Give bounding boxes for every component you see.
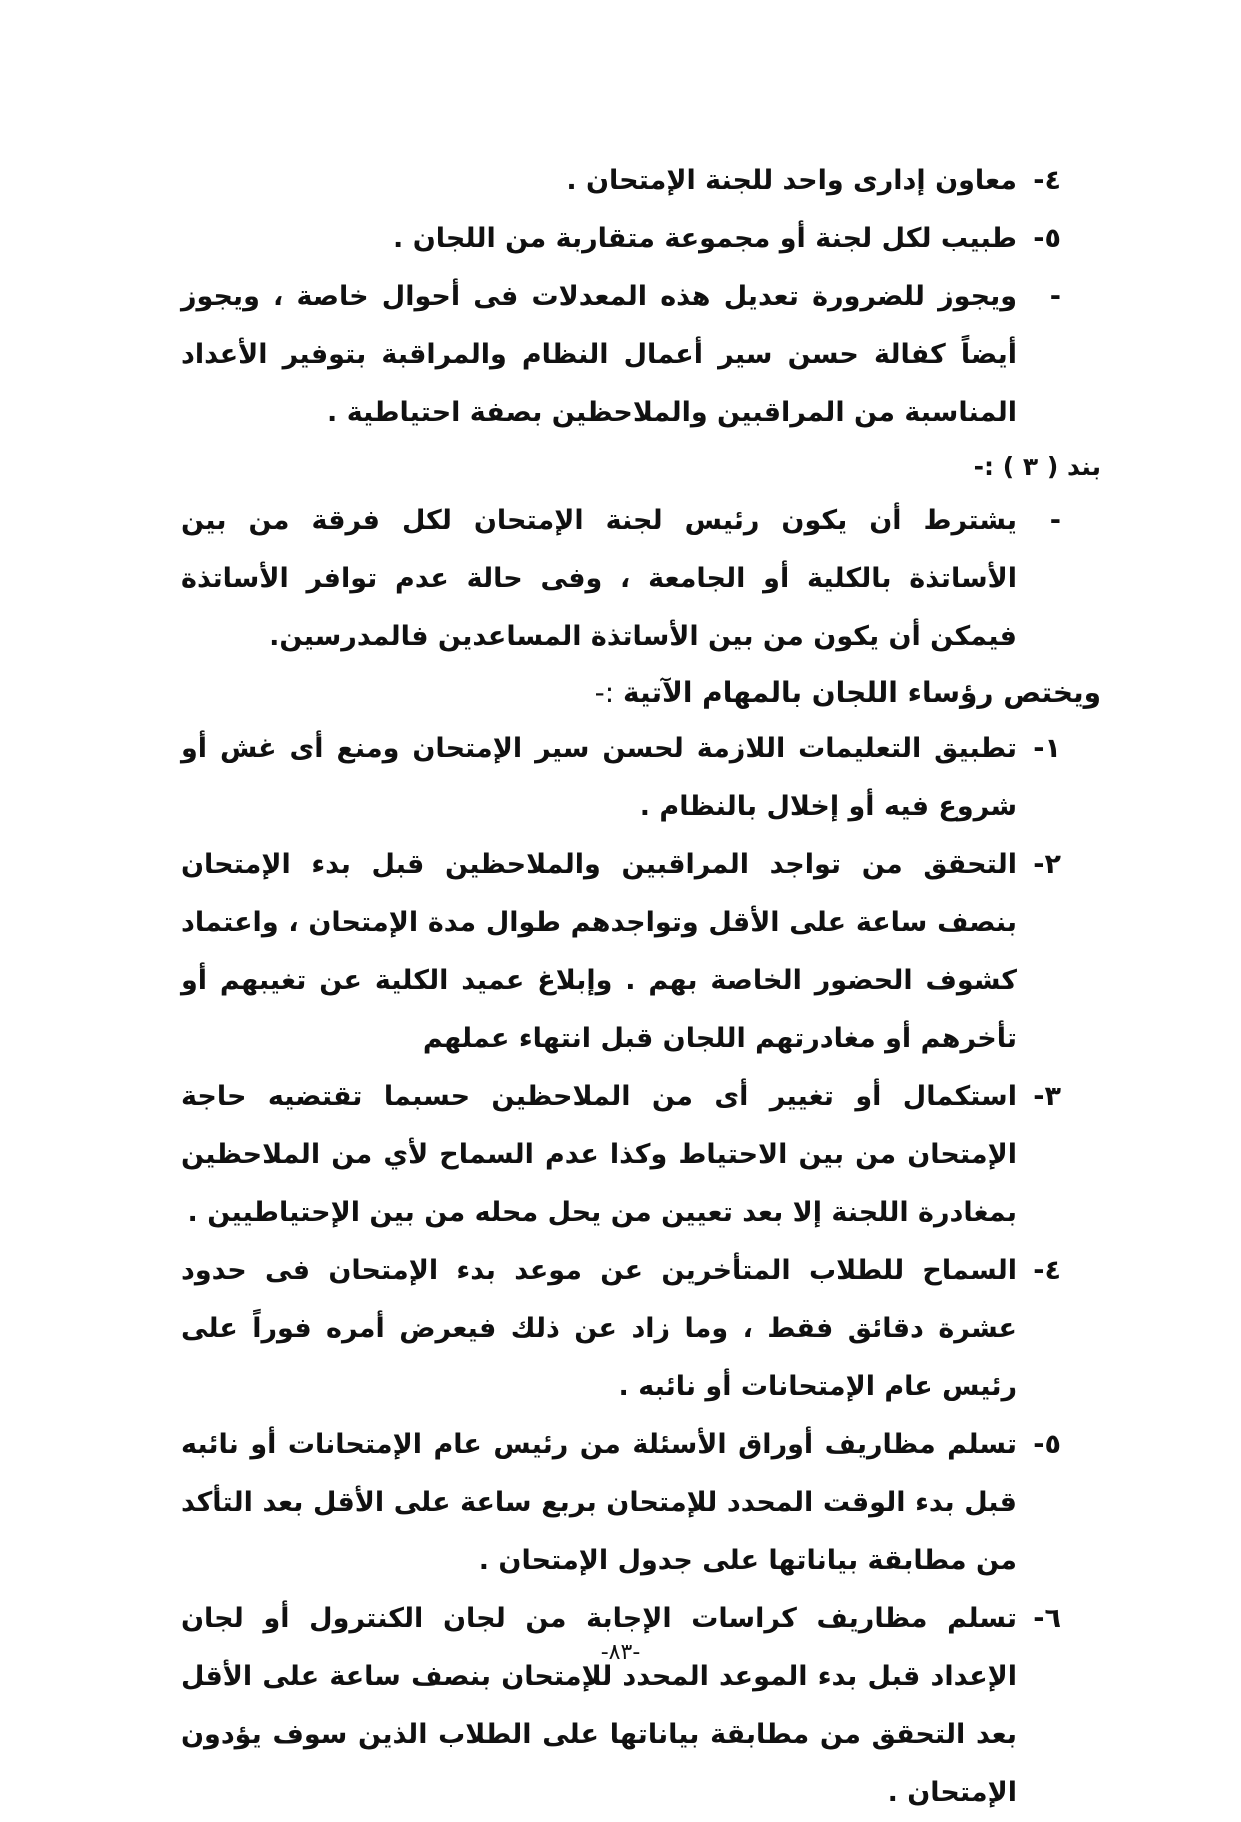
list-item (181, 210, 1061, 268)
list-item-text: طبيب لكل لجنة أو مجموعة متقاربة من اللجان . (393, 223, 1017, 254)
list-item-text: يشترط أن يكون رئيس لجنة الإمتحان لكل فرقة من بين الأساتذة بالكلية أو الجامعة ، وفى حالة عدم توافر الأساتذة فيمكن أن يكون من بين الأساتذة المساعدين فالمدرسين. (181, 505, 1017, 652)
duties-heading-suffix: :- (594, 676, 624, 709)
list-item-text: تسلم مظاريف كراسات الإجابة من لجان الكنترول أو لجان الإعداد قبل بدء الموعد المحدد للإمتحان بنصف ساعة على الأقل بعد التحقق من مطابقة بياناتها على الطلاب الذين سوف يؤدون الإمتحان . (181, 1603, 1017, 1808)
duties-heading (181, 666, 1101, 720)
list-marker: - (1049, 505, 1061, 536)
list-item-text: السماح للطلاب المتأخرين عن موعد بدء الإمتحان فى حدود عشرة دقائق فقط ، وما زاد عن ذلك فيعرض أمره فوراً على رئيس عام الإمتحانات أو نائبه . (181, 1255, 1017, 1402)
list-item (181, 492, 1061, 666)
list-item-text: التحقق من تواجد المراقبين والملاحظين قبل بدء الإمتحان بنصف ساعة على الأقل وتواجدهم طوال مدة الإمتحان ، واعتماد كشوف الحضور الخاصة بهم . وإبلاغ عميد الكلية عن تغيبهم أو تأخرهم أو مغادرتهم اللجان قبل انتهاء عملهم (181, 849, 1017, 1054)
duties-heading-title: ويختص رؤساء اللجان بالمهام الآتية (623, 676, 1101, 709)
list-marker: ٣- (1033, 1081, 1061, 1112)
list-item (181, 1416, 1061, 1590)
list-item (181, 152, 1061, 210)
list-marker: ٦- (1033, 1603, 1061, 1634)
page-number: -٨٣- (600, 1640, 641, 1665)
list-marker: ٥- (1033, 223, 1061, 254)
list-item-text: تطبيق التعليمات اللازمة لحسن سير الإمتحان ومنع أى غش أو شروع فيه أو إخلال بالنظام . (181, 733, 1017, 822)
list-item (181, 268, 1061, 442)
list-item (181, 720, 1061, 836)
list-item (181, 836, 1061, 1068)
list-item-text: معاون إدارى واحد للجنة الإمتحان . (566, 165, 1017, 196)
list-item-text: استكمال أو تغيير أى من الملاحظين حسبما تقتضيه حاجة الإمتحان من بين الاحتياط وكذا عدم السماح لأي من الملاحظين بمغادرة اللجنة إلا بعد تعيين من يحل محله من بين الإحتياطيين . (181, 1081, 1017, 1228)
list-item (181, 1590, 1061, 1822)
list-marker: - (1049, 281, 1061, 312)
list-item-text: تسلم مظاريف أوراق الأسئلة من رئيس عام الإمتحانات أو نائبه قبل بدء الوقت المحدد للإمتحان بربع ساعة على الأقل بعد التأكد من مطابقة بياناتها على جدول الإمتحان . (181, 1429, 1017, 1576)
list-marker: ٢- (1033, 849, 1061, 880)
list-marker: ٤- (1033, 165, 1061, 196)
list-item (181, 1068, 1061, 1242)
clause-heading: بند ( ٣ ) :- (973, 452, 1101, 481)
document-body (181, 152, 1101, 1822)
list-marker: ٥- (1033, 1429, 1061, 1460)
list-item (181, 1242, 1061, 1416)
list-item-text: ويجوز للضرورة تعديل هذه المعدلات فى أحوال خاصة ، ويجوز أيضاً كفالة حسن سير أعمال النظام والمراقبة بتوفير الأعداد المناسبة من المراقبين والملاحظين بصفة احتياطية . (181, 281, 1017, 428)
list-marker: ٤- (1033, 1255, 1061, 1286)
list-marker: ١- (1033, 733, 1061, 764)
